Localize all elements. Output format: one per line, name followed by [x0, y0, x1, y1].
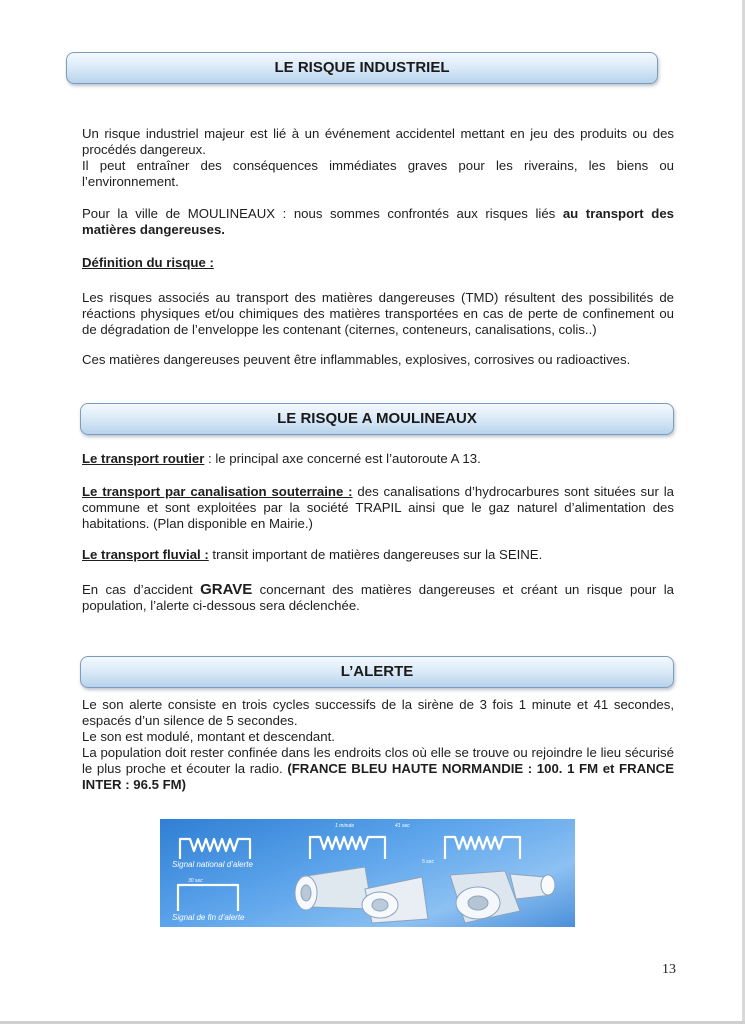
label-41-sec: 41 sec — [395, 823, 410, 829]
pipeline-transport-text: des canalisations d’hydrocarbures sont situées sur la commune et sont exploitées par la société TRAPIL ainsi que le gaz naturel d’alimentation des habitations. (Plan disponible en Mairie.) — [82, 484, 674, 531]
road-transport-paragraph — [82, 451, 674, 467]
accident-text-2: concernant des matières dangereuses et créant un risque pour la population, l’alerte ci-dessous sera déclenchée. — [82, 582, 674, 613]
pipeline-transport-label: Le transport par canalisation souterraine : — [82, 484, 353, 499]
national-waveform-2 — [310, 837, 385, 859]
definition-paragraph-2: Ces matières dangereuses peuvent être inflammables, explosives, corrosives ou radioactives. — [82, 352, 631, 367]
river-transport-label: Le transport fluvial : — [82, 547, 209, 562]
definition-heading — [82, 255, 382, 271]
alert-paragraph-2: Le son est modulé, montant et descendant. — [82, 729, 335, 744]
page-number: 13 — [662, 962, 676, 977]
section-title-local-risk: LE RISQUE A MOULINEAUX — [80, 403, 674, 435]
accident-text-1: En cas d’accident — [82, 582, 201, 597]
intro-paragraph-2: Il peut entraîner des conséquences immédiates graves pour les riverains, les biens ou l’environnement. — [82, 158, 674, 189]
national-waveform-1 — [180, 839, 250, 859]
label-30-sec: 30 sec — [188, 878, 203, 884]
siren-signal-image — [160, 819, 575, 927]
siren-horn-4-mouth — [541, 875, 555, 895]
river-transport-text: transit important de matières dangereuses sur la SEINE. — [208, 547, 543, 562]
accident-paragraph — [82, 582, 674, 614]
section-title-industrial-risk: LE RISQUE INDUSTRIEL — [66, 52, 658, 84]
intro-paragraph-3-bold: au transport des matières dangereuses. — [82, 206, 674, 237]
road-transport-text: : le principal axe concerné est l’autoroute A 13. — [204, 451, 481, 466]
definition-paragraph-1: Les risques associés au transport des matières dangereuses (TMD) résultent des possibilités de réactions physiques et/ou chimiques des matières transportées en cas de perte de confinement ou de dégradation de l’enveloppe les contenant (citernes, conteneurs, canalisations, colis..) — [82, 290, 674, 337]
intro-paragraph-3 — [82, 206, 674, 238]
intro-paragraph-1: Un risque industriel majeur est lié à un événement accidentel mettant en jeu des produits ou des procédés dangereux. — [82, 126, 674, 157]
road-transport-label: Le transport routier — [82, 451, 205, 466]
pipeline-transport-paragraph — [82, 484, 674, 532]
label-end-alert: Signal de fin d’alerte — [172, 913, 245, 922]
river-transport-paragraph — [82, 547, 674, 563]
section-title-alert: L’ALERTE — [80, 656, 674, 688]
national-waveform-3 — [445, 837, 520, 859]
label-5-sec: 5 sec — [422, 859, 434, 865]
label-one-minute: 1 minute — [335, 823, 355, 829]
end-waveform — [178, 885, 238, 911]
accident-grave: GRAVE — [200, 581, 253, 598]
label-national-alert: Signal national d’alerte — [172, 860, 253, 869]
siren-horns-drawing — [295, 867, 555, 923]
definition-heading-label: Définition du risque : — [82, 255, 214, 270]
intro-paragraph-3-text: Pour la ville de MOULINEAUX : nous sommes confrontés aux risques liés — [82, 206, 563, 221]
alert-paragraph-3-text: La population doit rester confinée dans les endroits clos où elle se trouve ou rejoindre le lieu sécurisé le plus proche et écouter la radio. — [82, 745, 674, 776]
alert-paragraph-1: Le son alerte consiste en trois cycles successifs de la sirène de 3 fois 1 minute et 41 secondes, espacés d’un silence de 5 secondes. — [82, 697, 674, 728]
siren-signal-svg — [160, 819, 575, 927]
alert-paragraph-3-bold: (FRANCE BLEU HAUTE NORMANDIE : 100. 1 FM et FRANCE INTER : 96.5 FM) — [82, 761, 674, 792]
alert-paragraph-3 — [82, 745, 674, 793]
